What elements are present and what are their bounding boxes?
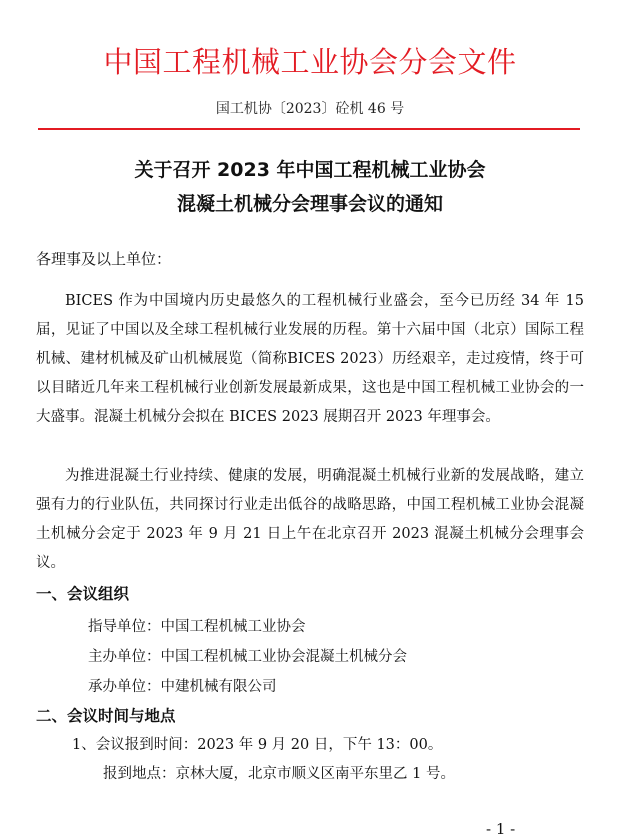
guide-unit: 指导单位：中国工程机械工业协会 <box>88 619 306 635</box>
organizer-unit: 承办单位：中建机械有限公司 <box>88 679 277 695</box>
registration-time: 1、会议报到时间：2023 年 9 月 20 日，下午 13：00。 <box>72 737 443 753</box>
document-header-title: 中国工程机械工业协会分会文件 <box>103 45 517 79</box>
host-unit: 主办单位：中国工程机械工业协会混凝土机械分会 <box>88 649 407 665</box>
section2-heading: 二、会议时间与地点 <box>36 707 176 725</box>
body-paragraph-2: 为推进混凝土行业持续、健康的发展，明确混凝土机械行业新的发展战略，建立强有力的行业队伍，共同探讨行业走出低谷的战略思路，中国工程机械工业协会混凝土机械分会定于 2023 年 9 月 21 日上午在北京召开 2023 混凝土机械分会理事会议。 <box>36 468 584 571</box>
body-paragraph-1: BICES 作为中国境内历史最悠久的工程机械行业盛会，至今已历经 34 年 15 届，见证了中国以及全球工程机械行业发展的历程。第十六届中国（北京）国际工程机械、建材机械及矿山机械展览（简称BICES 2023）历经艰辛，走过疫情，终于可以目睹近几年来工程机械行业创新发展最新成果，这也是中国工程机械工业协会的一大盛事。混凝土机械分会拟在 BICES 2023 展期召开 2023 年理事会。 <box>36 293 584 425</box>
salutation: 各理事及以上单位： <box>36 250 172 268</box>
document-number: 国工机协〔2023〕砼机 46 号 <box>215 101 405 117</box>
registration-location: 报到地点：京林大厦，北京市顺义区南平东里乙 1 号。 <box>103 766 455 782</box>
section1-heading: 一、会议组织 <box>36 585 130 603</box>
notice-title-line1: 关于召开 2023 年中国工程机械工业协会 <box>134 159 486 181</box>
header-red-rule <box>38 128 580 130</box>
notice-title-line2: 混凝土机械分会理事会议的通知 <box>176 193 443 215</box>
page-number: - 1 - <box>486 820 516 838</box>
